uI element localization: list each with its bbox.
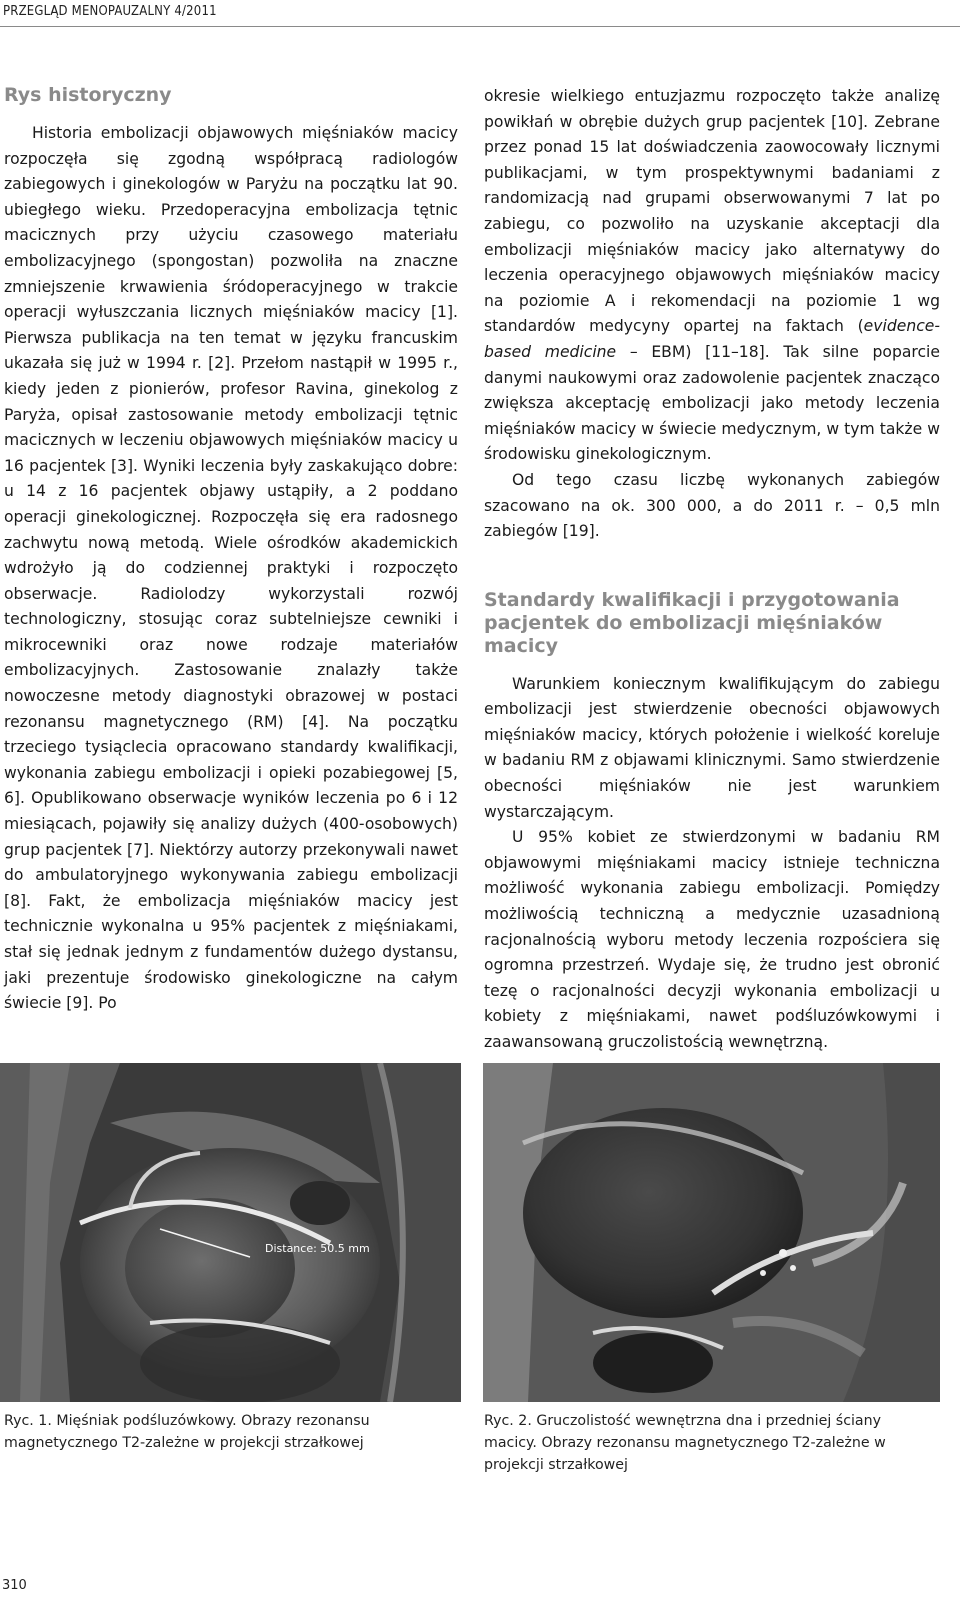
ebm-italic-term: evidence-based medicine [484, 317, 940, 361]
running-header [0, 0, 960, 27]
figure-2-caption [484, 1410, 938, 1476]
right-column [484, 84, 940, 1056]
technical-feasibility-paragraph: U 95% kobiet ze stwierdzonymi w badaniu RM objawowymi mięśniakami macicy istnieje techniczna możliwość wykonania zabiegu embolizacji. Pomiędzy możliwością techniczną a medycznie uzasadnioną racjonalnością wyboru metody leczenia rozpościera się ogromna przestrzeń. Wydaje się, że trudno jest obronić tezę o racjonalności decyzji wykonania embolizacji u kobiety z mięśniakami, nawet podśluzówkowymi i zaawansowaną gruczolistością wewnętrzną. [484, 828, 940, 1051]
qualification-paragraph: Warunkiem koniecznym kwalifikującym do zabiegu embolizacji jest stwierdzenie obecności objawowych mięśniaków macicy, których położenie i wielkość koreluje w badaniu RM z objawami klinicznymi. Samo stwierdzenie obecności mięśniaków nie jest warunkiem wystarczającym. [484, 674, 940, 821]
journal-title: PRZEGLĄD MENOPAUZALNY 4/2011 [3, 4, 217, 19]
page-number: 310 [2, 1578, 27, 1593]
mri-sagittal-fibroid [0, 1063, 461, 1402]
figure-1-mri-image [0, 1063, 461, 1402]
continuation-text-2: – EBM) [11–18]. Tak silne poparcie danymi naukowymi oraz zadowolenie pacjentek znacząco zwiększa akceptację embolizacji jako metody leczenia mięśniaków macicy w świecie medycznym, w tym także w środowisku ginekologicznym. [484, 342, 940, 464]
continuation-text-1: okresie wielkiego entuzjazmu rozpoczęto także analizę powikłań w obrębie dużych grup pacjentek [10]. Zebrane przez ponad 15 lat doświadczenia zaowocowały licznymi publikacjami, w tym prospektywnymi badaniami z randomizacją nad grupami obserwowanymi 7 lat po zabiegu, co pozwoliło na uzyskanie akceptacji dla embolizacji mięśniaków macicy jako alternatywy do leczenia operacyjnego objawowych mięśniaków macicy na poziomie A i rekomendacji na poziomie 1 wg standardów medycyny opartej na faktach ( [484, 87, 940, 336]
figure-2-mri-image [483, 1063, 940, 1402]
figure-2-caption-text: Gruczolistość wewnętrzna dna i przedniej ściany macicy. Obrazy rezonansu magnetycznego T2-zależne w projekcji strzałkowej [484, 1413, 886, 1473]
section-heading-history: Rys historyczny [4, 84, 172, 106]
distance-measurement-label: Distance: 50.5 mm [265, 1242, 370, 1255]
left-column [4, 84, 458, 1017]
continuation-paragraph [484, 84, 940, 468]
section-heading-standards: Standardy kwalifikacji i przygotowania pacjentek do embolizacji mięśniaków macicy [484, 588, 900, 657]
figure-1-label: Ryc. 1. [4, 1413, 52, 1429]
history-paragraph: Historia embolizacji objawowych mięśniaków macicy rozpoczęła się zgodną współpracą radiologów zabiegowych i ginekologów w Paryżu na początku lat 90. ubiegłego wieku. Przedoperacyjna embolizacja tętnic macicznych przy użyciu czasowego materiału embolizacyjnego (spongostan) pozwoliła na znaczne zmniejszenie krwawienia śródoperacyjnego w trakcie operacji wyłuszczania licznych mięśniaków macicy [1]. Pierwsza publikacja na ten temat w języku francuskim ukazała się już w 1994 r. [2]. Przełom nastąpił w 1995 r., kiedy jeden z pionierów, profesor Ravina, ginekolog z Paryża, opisał zastosowanie metody embolizacji tętnic macicznych w leczeniu objawowych mięśniaków macicy u 16 pacjentek [3]. Wyniki leczenia były zaskakująco dobre: u 14 z 16 pacjentek objawy ustąpiły, a 2 poddano operacji ginekologicznej. Rozpoczęła się era radosnego zachwytu nową metodą. Wiele ośrodków akademickich wdrożyło ją do codziennej praktyki i rozpoczęto obserwacje. Radiolodzy wykorzystali rozwój technologiczny, stosując coraz subtelniejsze cewniki i mikrocewniki oraz nowe rodzaje materiałów embolizacyjnych. Zastosowanie znalazły także nowoczesne metody diagnostyki obrazowej w postaci rezonansu magnetycznego (RM) [4]. Na początku trzeciego tysiąclecia opracowano standardy kwalifikacji, wykonania zabiegu embolizacji i opieki pozabiegowej [5, 6]. Opublikowano obserwacje wyników leczenia po 6 i 12 miesiącach, pojawiły się analizy dużych (400-osobowych) grup pacjentek [7]. Niektórzy autorzy przekonywali nawet do ambulatoryjnego wykonywania zabiegu embolizacji [8]. Fakt, że embolizacja mięśniaków macicy jest technicznie wykonalna u 95% pacjentek z mięśniakami, stał się jednak jednym z fundamentów dużego dystansu, jaki prezentuje środowisko ginekologiczne na całym świecie [9]. Po [4, 124, 458, 1013]
figure-2-label: Ryc. 2. [484, 1413, 532, 1429]
mri-sagittal-adenomyosis [483, 1063, 940, 1402]
figure-1-caption-text: Mięśniak podśluzówkowy. Obrazy rezonansu magnetycznego T2-zależne w projekcji strzałkowej [4, 1413, 370, 1451]
figure-1-caption [4, 1410, 456, 1454]
procedures-count-paragraph: Od tego czasu liczbę wykonanych zabiegów szacowano na ok. 300 000, a do 2011 r. – 0,5 mln zabiegów [19]. [484, 470, 940, 541]
